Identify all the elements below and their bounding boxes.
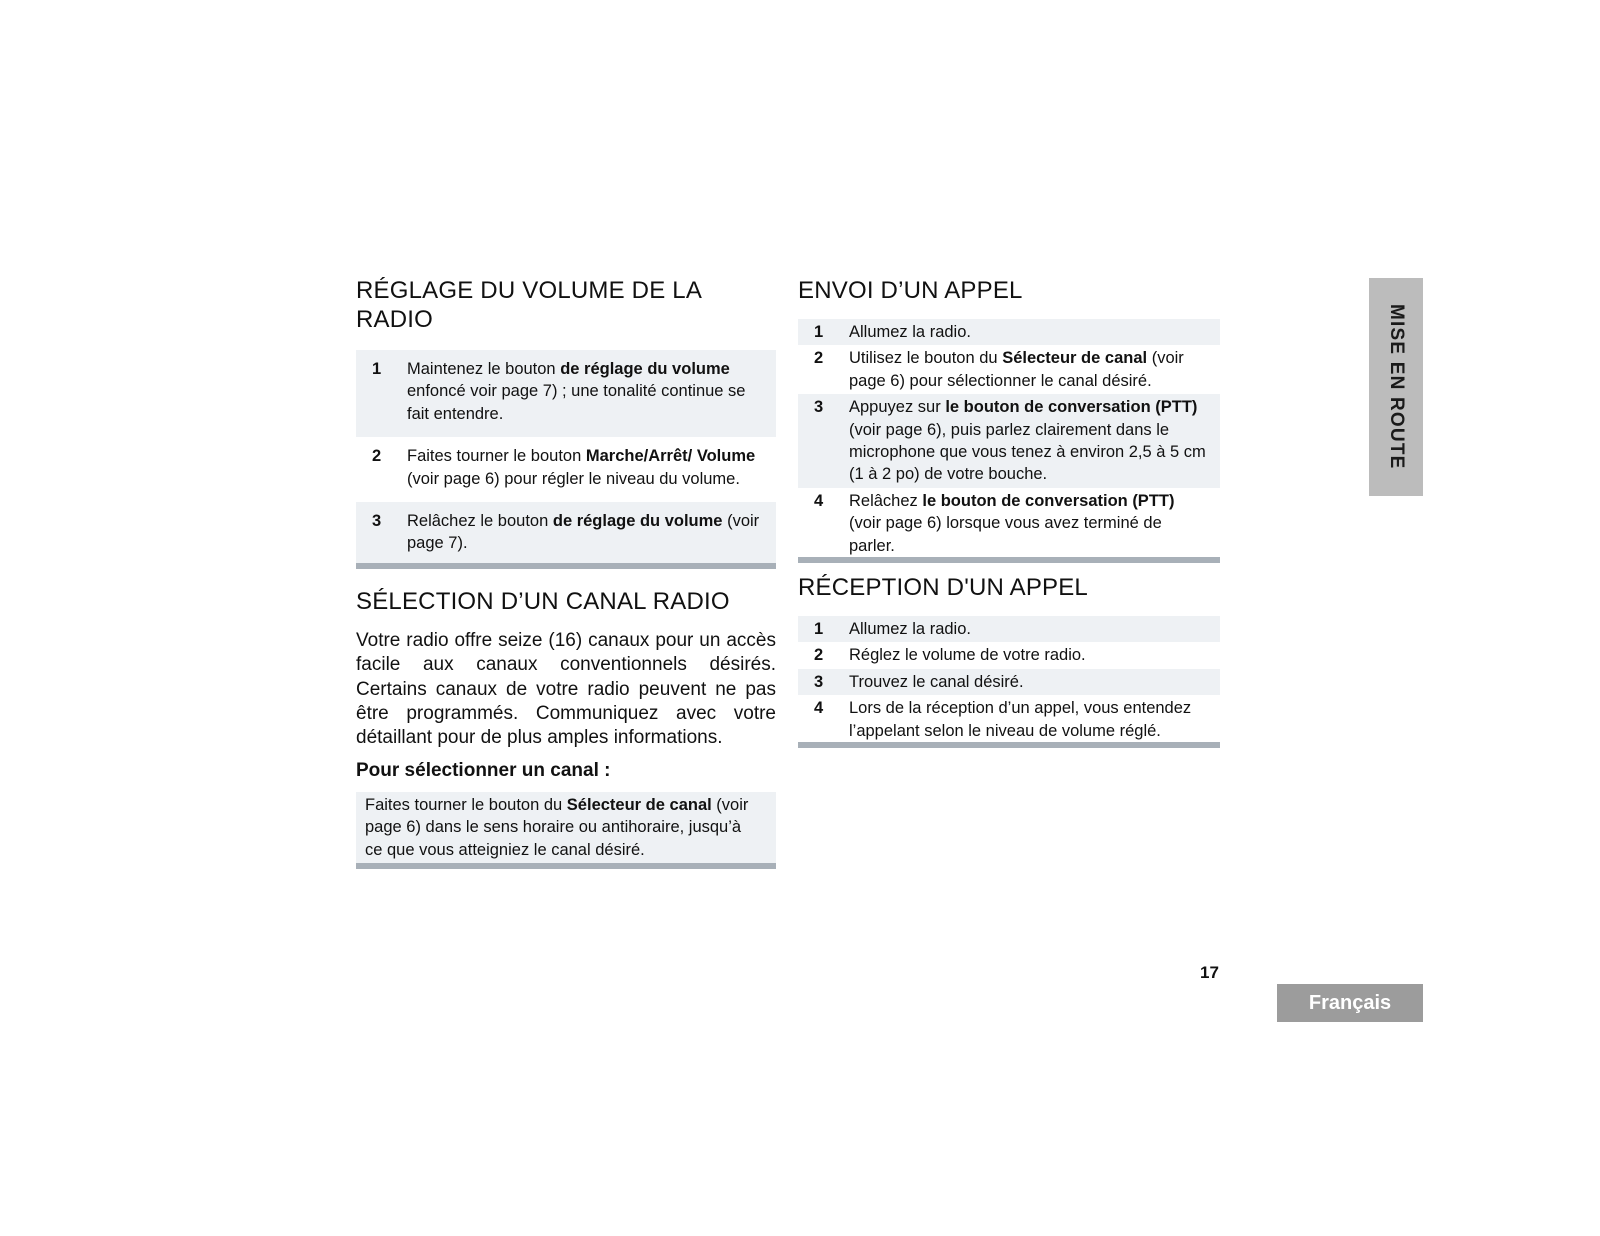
volume-step-row xyxy=(356,437,776,502)
send-step-row xyxy=(798,488,1220,557)
language-tab: Français xyxy=(1277,984,1423,1022)
step-number: 1 xyxy=(798,319,848,345)
step-text: Utilisez le bouton du Sélecteur de canal (voir page 6) pour sélectionner le canal désiré. xyxy=(849,349,1184,390)
step-number: 3 xyxy=(356,502,406,563)
volume-step-row xyxy=(356,350,776,437)
step-text: Réglez le volume de votre radio. xyxy=(849,646,1086,665)
step-number: 3 xyxy=(798,394,848,488)
receive-step-row xyxy=(798,695,1220,742)
section-divider xyxy=(798,742,1220,748)
volume-step-row xyxy=(356,502,776,563)
step-text: Relâchez le bouton de réglage du volume (voir page 7). xyxy=(406,502,776,563)
step-number: 2 xyxy=(814,646,824,665)
channel-instruction: Faites tourner le bouton du Sélecteur de canal (voir page 6) dans le sens horaire ou antihoraire, jusqu’à ce que vous atteigniez le canal désiré. xyxy=(356,792,776,863)
volume-title-line1: RÉGLAGE DU VOLUME DE LA xyxy=(356,277,703,304)
step-text: Allumez la radio. xyxy=(848,319,1220,345)
step-text: Lors de la réception d’un appel, vous entendez l’appelant selon le niveau de volume réglé. xyxy=(849,699,1192,740)
step-text: Faites tourner le bouton Marche/Arrêt/ Volume (voir page 6) pour régler le niveau du volume. xyxy=(407,447,756,488)
volume-section-title xyxy=(356,276,776,334)
channel-subheading: Pour sélectionner un canal : xyxy=(356,759,611,781)
section-divider xyxy=(356,563,776,569)
receive-step-row xyxy=(798,669,1220,695)
step-number: 4 xyxy=(814,491,824,510)
step-text: Trouvez le canal désiré. xyxy=(848,669,1220,695)
receive-section-title: RÉCEPTION D'UN APPEL xyxy=(798,574,1088,602)
receive-step-row xyxy=(798,616,1220,642)
volume-title-line2: RADIO xyxy=(356,306,434,333)
step-number: 1 xyxy=(356,350,406,437)
send-step-row xyxy=(798,319,1220,345)
volume-steps-table xyxy=(356,350,776,563)
send-step-row xyxy=(798,394,1220,488)
chapter-side-tab-label: MISE EN ROUTE xyxy=(1386,304,1407,470)
step-text: Maintenez le bouton de réglage du volume enfoncé voir page 7) ; une tonalité continue se fait entendre. xyxy=(406,350,776,437)
step-number: 2 xyxy=(372,447,382,466)
send-section-title: ENVOI D’UN APPEL xyxy=(798,277,1023,304)
step-text: Relâchez le bouton de conversation (PTT) (voir page 6) lorsque vous avez terminé de parler. xyxy=(849,491,1175,555)
page-number: 17 xyxy=(1200,963,1219,982)
step-number: 3 xyxy=(798,669,848,695)
step-text: Allumez la radio. xyxy=(848,616,1220,642)
step-number: 4 xyxy=(814,699,824,718)
send-steps-table xyxy=(798,319,1220,557)
channel-section-title: SÉLECTION D’UN CANAL RADIO xyxy=(356,587,730,615)
receive-step-row xyxy=(798,642,1220,668)
step-number: 1 xyxy=(798,616,848,642)
section-divider xyxy=(798,557,1220,563)
channel-description: Votre radio offre seize (16) canaux pour un accès facile aux canaux conventionnels désirés. Certains canaux de votre radio peuvent ne pas être programmés. Communiquez avec votre détaillant pour de plus amples informations. xyxy=(356,629,776,749)
receive-steps-table xyxy=(798,616,1220,742)
step-text: Appuyez sur le bouton de conversation (PTT) (voir page 6), puis parlez clairement dans le microphone que vous tenez à environ 2,5 à 5 cm (1 à 2 po) de votre bouche. xyxy=(848,394,1220,488)
left-column xyxy=(356,276,776,869)
step-number: 2 xyxy=(814,349,824,368)
right-column xyxy=(798,276,1220,748)
chapter-side-tab xyxy=(1369,278,1423,496)
section-divider xyxy=(356,863,776,869)
send-step-row xyxy=(798,345,1220,394)
